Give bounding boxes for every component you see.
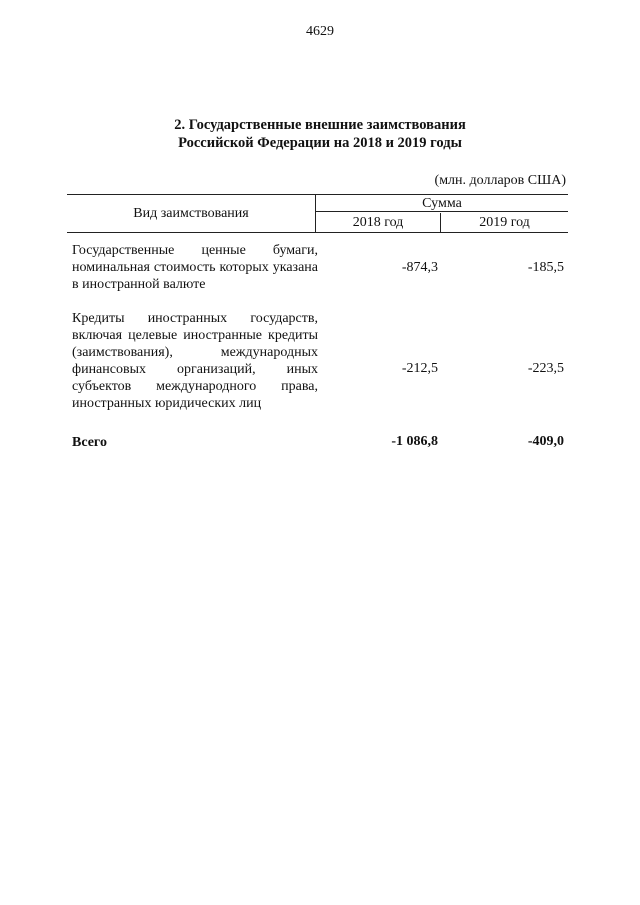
table-row — [72, 310, 568, 430]
table-header — [67, 194, 568, 233]
total-value-2018: -1 086,8 — [391, 434, 438, 449]
section-title — [0, 116, 640, 152]
page-number: 4629 — [306, 24, 334, 39]
row-value-2018: -874,3 — [401, 260, 438, 275]
section-title-line-2: Российской Федерации на 2018 и 2019 годы — [178, 135, 462, 151]
total-label: Всего — [72, 435, 107, 450]
section-title-line-1: 2. Государственные внешние заимствования — [174, 117, 466, 133]
row-value-2018: -212,5 — [401, 361, 438, 376]
total-value-2019: -409,0 — [527, 434, 564, 449]
header-year-2018: 2018 год — [316, 213, 441, 232]
row-label: Государственные ценные бумаги, номинальная стоимость которых указана в иностранной валюте — [72, 243, 318, 292]
row-value-2019: -223,5 — [527, 361, 564, 376]
table-total-row — [72, 434, 568, 454]
units-note: (млн. долларов США) — [434, 173, 566, 188]
table-row — [72, 242, 568, 297]
header-borrowing-kind: Вид заимствования — [67, 195, 316, 232]
header-year-2019: 2019 год — [479, 215, 530, 230]
row-value-2019: -185,5 — [527, 260, 564, 275]
header-sum: Сумма — [316, 195, 568, 212]
row-label: Кредиты иностранных государств, включая целевые иностранные кредиты (заимствования), международных финансовых организаций, иных субъектов международного права, иностранных юридических лиц — [72, 311, 318, 411]
